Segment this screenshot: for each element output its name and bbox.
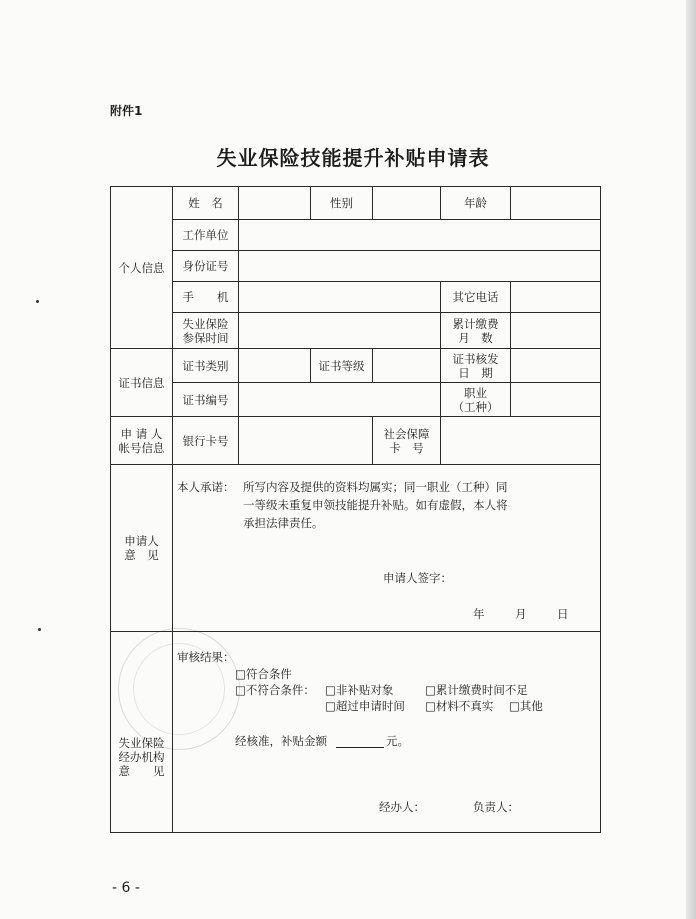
reason-not-target-checkbox[interactable]: □非补贴对象 bbox=[325, 683, 394, 697]
contribution-months-label bbox=[441, 313, 511, 349]
issue-date-label bbox=[441, 349, 511, 383]
occupation-label-line: 职业 bbox=[464, 385, 487, 400]
social-card-label bbox=[373, 417, 441, 465]
other-phone-label: 其它电话 bbox=[441, 282, 511, 313]
employer-label: 工作单位 bbox=[173, 220, 239, 251]
gender-field[interactable] bbox=[373, 187, 441, 220]
issue-date-field[interactable] bbox=[511, 349, 601, 383]
section-applicant-opinion bbox=[111, 465, 173, 632]
section-account-line: 帐号信息 bbox=[118, 440, 165, 455]
mobile-label: 手 机 bbox=[173, 282, 239, 313]
name-label: 姓 名 bbox=[173, 187, 239, 220]
insured-time-label-line: 失业保险 bbox=[182, 316, 229, 331]
section-personal-info: 个人信息 bbox=[111, 187, 173, 349]
occupation-label-line: （工种） bbox=[452, 399, 499, 414]
bank-card-field[interactable] bbox=[239, 417, 373, 465]
reason-false-material-checkbox[interactable]: □材料不真实 bbox=[425, 699, 494, 713]
insured-time-label-line: 参保时间 bbox=[182, 330, 229, 345]
insured-time-label bbox=[173, 313, 239, 349]
certificate-grade-field[interactable] bbox=[373, 349, 441, 383]
responsible-label: 负责人： bbox=[473, 800, 519, 814]
name-field[interactable] bbox=[239, 187, 311, 220]
certificate-type-label: 证书类别 bbox=[173, 349, 239, 383]
section-applicant-line: 申请人 bbox=[124, 534, 159, 548]
certificate-number-field[interactable] bbox=[239, 383, 441, 417]
date-year-label: 年 bbox=[473, 607, 485, 621]
mobile-field[interactable] bbox=[239, 282, 441, 313]
certificate-type-field[interactable] bbox=[239, 349, 311, 383]
contribution-months-label-line: 月 数 bbox=[458, 330, 493, 345]
option-ineligible-checkbox[interactable]: □不符合条件： bbox=[235, 683, 315, 697]
age-label: 年龄 bbox=[441, 187, 511, 220]
occupation-label bbox=[441, 383, 511, 417]
date-day-label: 日 bbox=[557, 607, 569, 621]
contribution-months-field[interactable] bbox=[511, 313, 601, 349]
insured-time-field[interactable] bbox=[239, 313, 441, 349]
review-result-label: 审核结果： bbox=[177, 650, 235, 664]
contribution-months-label-line: 累计缴费 bbox=[452, 316, 499, 331]
gender-label: 性别 bbox=[311, 187, 373, 220]
scan-speck bbox=[38, 628, 41, 631]
bank-card-label: 银行卡号 bbox=[173, 417, 239, 465]
employer-field[interactable] bbox=[239, 220, 601, 251]
section-agency-line: 意 见 bbox=[118, 764, 165, 778]
id-number-label: 身份证号 bbox=[173, 251, 239, 282]
other-phone-field[interactable] bbox=[511, 282, 601, 313]
attachment-label: 附件1 bbox=[110, 104, 143, 118]
social-card-label-line: 社会保障 bbox=[383, 426, 430, 441]
date-month-label: 月 bbox=[515, 607, 527, 621]
occupation-field[interactable] bbox=[511, 383, 601, 417]
application-form bbox=[110, 186, 600, 842]
reason-overdue-checkbox[interactable]: □超过申请时间 bbox=[325, 699, 405, 713]
age-field[interactable] bbox=[511, 187, 601, 220]
section-agency-opinion bbox=[111, 632, 173, 833]
commitment-lead: 本人承诺： bbox=[177, 480, 235, 494]
section-applicant-line: 意 见 bbox=[124, 548, 159, 562]
reason-other-checkbox[interactable]: □其他 bbox=[509, 699, 543, 713]
issue-date-label-line: 日 期 bbox=[458, 365, 493, 380]
applicant-signature-label: 申请人签字： bbox=[383, 571, 452, 585]
page-number: - 6 - bbox=[112, 880, 140, 896]
commitment-line: 一等级未重复申领技能提升补贴。如有虚假，本人将 bbox=[243, 498, 508, 512]
commitment-line: 所写内容及提供的资料均属实；同一职业（工种）同 bbox=[243, 480, 508, 494]
handler-label: 经办人： bbox=[379, 800, 425, 814]
section-certificate-info: 证书信息 bbox=[111, 349, 173, 417]
scan-speck bbox=[36, 300, 39, 303]
approval-amount-blank[interactable] bbox=[336, 747, 384, 748]
approval-amount-suffix: 元。 bbox=[386, 734, 409, 748]
applicant-commitment-cell bbox=[173, 465, 601, 632]
id-number-field[interactable] bbox=[239, 251, 601, 282]
agency-review-cell bbox=[173, 632, 601, 833]
option-eligible-checkbox[interactable]: □符合条件 bbox=[235, 667, 292, 681]
commitment-line: 承担法律责任。 bbox=[243, 516, 324, 530]
section-account-line: 申 请 人 bbox=[120, 426, 163, 441]
form-title: 失业保险技能提升补贴申请表 bbox=[216, 146, 490, 170]
reason-contribution-short-checkbox[interactable]: □累计缴费时间不足 bbox=[425, 683, 528, 697]
approval-amount-prefix: 经核准，补贴金额 bbox=[235, 734, 327, 748]
social-card-field[interactable] bbox=[441, 417, 601, 465]
social-card-label-line: 卡 号 bbox=[389, 440, 424, 455]
section-agency-line: 失业保险 bbox=[118, 736, 165, 750]
certificate-grade-label: 证书等级 bbox=[311, 349, 373, 383]
section-account-info bbox=[111, 417, 173, 465]
section-agency-line: 经办机构 bbox=[118, 750, 165, 764]
issue-date-label-line: 证书核发 bbox=[452, 351, 499, 366]
certificate-number-label: 证书编号 bbox=[173, 383, 239, 417]
page-edge-shadow bbox=[686, 0, 696, 919]
